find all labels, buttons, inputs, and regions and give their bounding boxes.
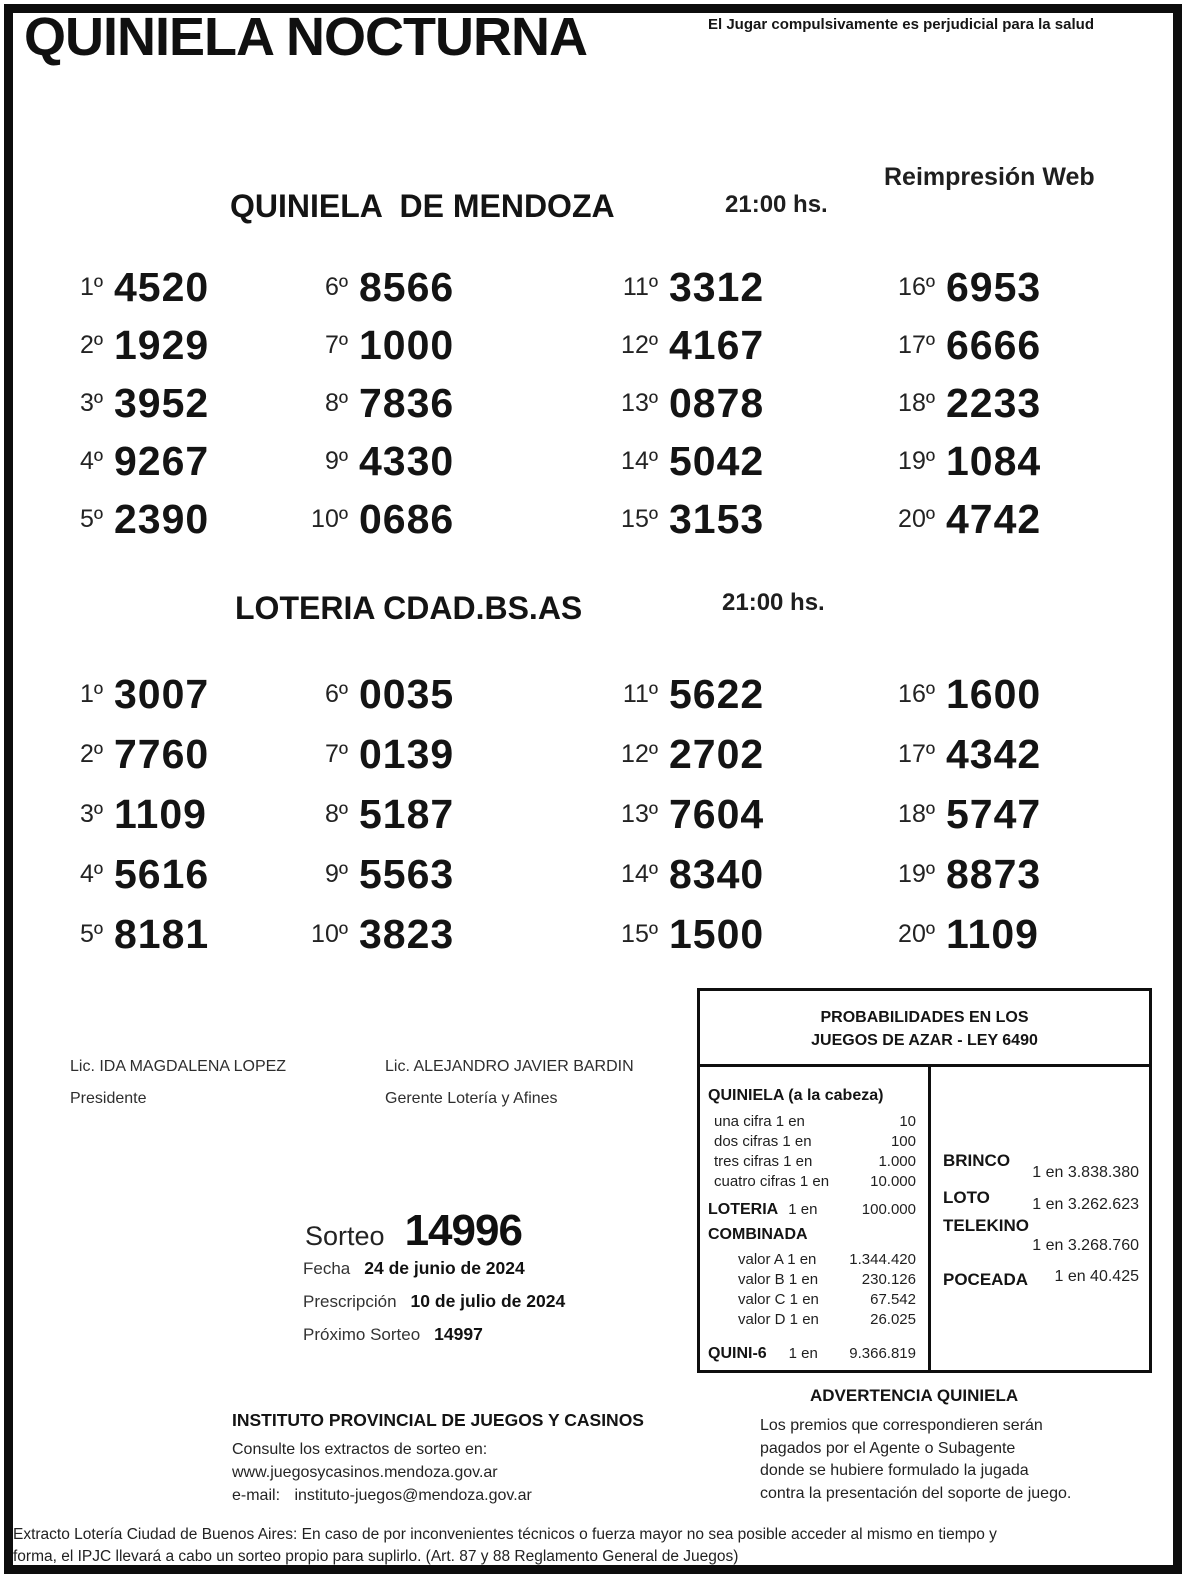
probability-value: 230.126 [861, 1271, 916, 1288]
result-number: 2233 [946, 379, 1042, 426]
reprint-label: Reimpresión Web [884, 163, 1095, 191]
result-position: 16º [898, 679, 935, 708]
bsas-section-title: LOTERIA CDAD.BS.AS [235, 590, 583, 626]
result-cell [883, 432, 1133, 490]
result-position: 18º [898, 799, 935, 828]
signature-name: Lic. ALEJANDRO JAVIER BARDIN [385, 1058, 634, 1075]
result-cell [51, 844, 296, 904]
quiniela-warning-line: Los premios que correspondieren serán [760, 1417, 1043, 1434]
result-number: 5042 [669, 437, 765, 484]
result-number: 8181 [114, 910, 210, 957]
result-position: 9º [324, 859, 348, 888]
result-number: 0139 [359, 730, 455, 777]
result-position: 20º [898, 919, 935, 948]
result-cell [606, 490, 883, 548]
mendoza-draw-time: 21:00 hs. [725, 191, 828, 218]
email-address: instituto-juegos@mendoza.gov.ar [294, 1487, 532, 1504]
probability-value: 10 [899, 1113, 916, 1130]
page-title: QUINIELA NOCTURNA [24, 7, 587, 67]
result-cell [606, 724, 883, 784]
result-number: 5747 [946, 790, 1042, 837]
probabilities-title-line2: JUEGOS DE AZAR - LEY 6490 [811, 1032, 1038, 1049]
quiniela-warning-block [752, 1386, 1158, 1505]
result-position: 15º [621, 504, 658, 533]
result-number: 7836 [359, 379, 455, 426]
probability-label: valor C 1 en [738, 1291, 819, 1308]
result-position: 12º [621, 739, 658, 768]
probability-label: valor D 1 en [738, 1311, 819, 1328]
result-cell [51, 904, 296, 964]
result-number: 2702 [669, 730, 765, 777]
probability-value: 67.542 [870, 1291, 916, 1308]
result-cell [296, 784, 606, 844]
draw-date-row [303, 1258, 565, 1279]
result-position: 6º [324, 272, 348, 301]
result-position: 12º [621, 330, 658, 359]
result-number: 6666 [946, 321, 1042, 368]
draw-number-block [305, 1206, 522, 1256]
result-number: 3153 [669, 495, 765, 542]
result-cell [883, 904, 1133, 964]
result-position: 8º [324, 388, 348, 417]
institute-info-line: www.juegosycasinos.mendoza.gov.ar [232, 1464, 498, 1481]
bsas-draw-time: 21:00 hs. [722, 589, 825, 616]
result-position: 13º [621, 799, 658, 828]
result-position: 18º [898, 388, 935, 417]
result-cell [296, 258, 606, 316]
result-position: 10º [311, 919, 348, 948]
probability-label: valor B 1 en [738, 1271, 819, 1288]
result-number: 0878 [669, 379, 765, 426]
result-number: 1000 [359, 321, 455, 368]
draw-details [303, 1258, 565, 1357]
probabilities-left-column [700, 1067, 931, 1370]
footer-note [13, 1524, 1168, 1568]
result-cell [51, 784, 296, 844]
result-cell [51, 374, 296, 432]
probabilities-box [697, 988, 1152, 1373]
probabilities-right-column [931, 1067, 1149, 1370]
result-position: 7º [324, 739, 348, 768]
result-position: 9º [324, 446, 348, 475]
result-position: 1º [79, 272, 103, 301]
result-position: 2º [79, 330, 103, 359]
mendoza-section-title: QUINIELA DE MENDOZA [230, 188, 615, 224]
institute-title: INSTITUTO PROVINCIAL DE JUEGOS Y CASINOS [232, 1410, 644, 1430]
poceada-odds-label: POCEADA [943, 1270, 1029, 1289]
result-number: 3312 [669, 263, 765, 310]
probability-row [708, 1112, 916, 1132]
result-cell [51, 490, 296, 548]
probability-value: 100 [890, 1133, 916, 1150]
result-position: 17º [898, 739, 935, 768]
result-position: 4º [79, 446, 103, 475]
result-number: 7604 [669, 790, 765, 837]
result-number: 8873 [946, 850, 1042, 897]
draw-date-label: Fecha [303, 1259, 351, 1278]
probabilities-title [700, 991, 1149, 1067]
result-cell [883, 374, 1133, 432]
result-position: 20º [898, 504, 935, 533]
draw-prescription-label: Prescripción [303, 1292, 397, 1311]
result-position: 14º [621, 446, 658, 475]
result-cell [606, 784, 883, 844]
result-cell [606, 374, 883, 432]
loteria-odds-mid: 1 en [788, 1201, 818, 1218]
result-cell [883, 490, 1133, 548]
result-cell [883, 664, 1133, 724]
result-position: 6º [324, 679, 348, 708]
result-position: 15º [621, 919, 658, 948]
result-position: 10º [311, 504, 348, 533]
loteria-odds-value: 100.000 [861, 1201, 916, 1218]
probability-row [708, 1310, 916, 1330]
quini6-odds-label: QUINI-6 [708, 1345, 767, 1362]
result-number: 1109 [946, 910, 1039, 957]
signature-role: Gerente Lotería y Afines [385, 1090, 558, 1107]
result-cell [606, 844, 883, 904]
result-position: 19º [898, 446, 935, 475]
result-position: 5º [79, 919, 103, 948]
footer-note-line: forma, el IPJC llevará a cabo un sorteo propio para suplirlo. (Art. 87 y 88 Reglamento General de Juegos) [13, 1548, 739, 1565]
result-number: 3823 [359, 910, 455, 957]
probability-value: 1.000 [878, 1153, 916, 1170]
probability-value: 1.344.420 [849, 1251, 916, 1268]
result-number: 0035 [359, 670, 455, 717]
result-number: 8340 [669, 850, 765, 897]
result-cell [296, 316, 606, 374]
combinada-odds-rows [708, 1250, 916, 1330]
probability-label: cuatro cifras 1 en [714, 1173, 830, 1190]
probability-value: 26.025 [870, 1311, 916, 1328]
probability-label: dos cifras 1 en [714, 1133, 812, 1150]
result-position: 19º [898, 859, 935, 888]
result-position: 16º [898, 272, 935, 301]
result-cell [51, 664, 296, 724]
next-draw-label: Próximo Sorteo [303, 1325, 421, 1344]
brinco-odds-value: 1 en 3.838.380 [1032, 1164, 1139, 1181]
result-cell [296, 432, 606, 490]
draw-label: Sorteo [305, 1221, 385, 1251]
loteria-odds-label: LOTERIA [708, 1201, 779, 1218]
signature-manager [385, 1058, 634, 1108]
result-cell [296, 664, 606, 724]
result-number: 4167 [669, 321, 765, 368]
result-cell [296, 490, 606, 548]
quiniela-warning-line: donde se hubiere formulado la jugada [760, 1462, 1029, 1479]
mendoza-results-grid [51, 258, 1133, 548]
result-position: 3º [79, 799, 103, 828]
result-number: 5622 [669, 670, 765, 717]
result-position: 13º [621, 388, 658, 417]
result-number: 1500 [669, 910, 765, 957]
result-position: 7º [324, 330, 348, 359]
draw-prescription-value: 10 de julio de 2024 [410, 1291, 566, 1311]
quini6-odds-row [708, 1345, 916, 1363]
institute-block [232, 1410, 644, 1507]
result-cell [51, 724, 296, 784]
loteria-odds-row [708, 1201, 916, 1219]
combinada-odds-header: COMBINADA [708, 1226, 808, 1243]
probability-row [708, 1172, 916, 1192]
result-number: 8566 [359, 263, 455, 310]
draw-number: 14996 [404, 1206, 522, 1255]
quiniela-odds-header: QUINIELA (a la cabeza) [708, 1087, 884, 1104]
gambling-warning-text: El Jugar compulsivamente es perjudicial para la salud [708, 16, 1094, 33]
result-cell [51, 258, 296, 316]
probability-row [708, 1270, 916, 1290]
signature-president [70, 1058, 286, 1108]
quini6-odds-mid: 1 en [788, 1345, 818, 1362]
result-cell [606, 432, 883, 490]
result-cell [296, 724, 606, 784]
telekino-odds-label: TELEKINO [943, 1216, 1029, 1235]
result-number: 3007 [114, 670, 210, 717]
quiniela-warning-line: pagados por el Agente o Subagente [760, 1439, 1016, 1457]
probabilities-title-line1: PROBABILIDADES EN LOS [820, 1009, 1029, 1026]
result-number: 7760 [114, 730, 210, 777]
result-position: 11º [622, 679, 658, 708]
result-position: 3º [79, 388, 103, 417]
probabilities-body [700, 1067, 1149, 1370]
result-number: 2390 [114, 495, 210, 542]
result-position: 5º [79, 504, 103, 533]
result-number: 1109 [114, 790, 207, 837]
telekino-odds-value: 1 en 3.268.760 [1032, 1237, 1139, 1254]
result-number: 4330 [359, 437, 455, 484]
poceada-odds-value: 1 en 40.425 [1054, 1268, 1139, 1285]
result-position: 4º [79, 859, 103, 888]
signature-role: Presidente [70, 1090, 147, 1107]
result-cell [51, 316, 296, 374]
result-cell [606, 664, 883, 724]
draw-date-value: 24 de junio de 2024 [364, 1258, 525, 1278]
result-cell [296, 374, 606, 432]
probability-label: tres cifras 1 en [714, 1153, 813, 1170]
result-number: 1084 [946, 437, 1042, 484]
loto-odds-value: 1 en 3.262.623 [1032, 1196, 1139, 1213]
result-cell [883, 258, 1133, 316]
result-position: 17º [898, 330, 935, 359]
loto-odds-label: LOTO [943, 1188, 990, 1207]
result-number: 5563 [359, 850, 455, 897]
quiniela-warning-line: contra la presentación del soporte de juego. [760, 1484, 1072, 1502]
result-number: 1600 [946, 670, 1042, 717]
result-cell [296, 904, 606, 964]
probability-label: una cifra 1 en [714, 1113, 805, 1130]
result-number: 4520 [114, 263, 210, 310]
result-position: 8º [324, 799, 348, 828]
result-cell [296, 844, 606, 904]
result-number: 5187 [359, 790, 455, 837]
institute-email-row [232, 1484, 644, 1507]
next-draw-row [303, 1324, 565, 1345]
result-number: 3952 [114, 379, 210, 426]
institute-info-line: Consulte los extractos de sorteo en: [232, 1441, 488, 1458]
probability-row [708, 1250, 916, 1270]
result-cell [51, 432, 296, 490]
probability-row [708, 1152, 916, 1172]
result-cell [883, 844, 1133, 904]
quiniela-warning-text [760, 1415, 1158, 1505]
result-cell [606, 258, 883, 316]
signature-name: Lic. IDA MAGDALENA LOPEZ [70, 1058, 287, 1075]
institute-info-lines [232, 1438, 644, 1484]
result-number: 0686 [359, 495, 455, 542]
brinco-odds-label: BRINCO [943, 1151, 1011, 1170]
result-position: 2º [79, 739, 103, 768]
result-position: 14º [621, 859, 658, 888]
result-cell [606, 316, 883, 374]
result-number: 1929 [114, 321, 210, 368]
quini6-odds-value: 9.366.819 [849, 1345, 916, 1362]
result-cell [883, 784, 1133, 844]
result-number: 4342 [946, 730, 1042, 777]
result-number: 9267 [114, 437, 210, 484]
result-cell [606, 904, 883, 964]
result-number: 6953 [946, 263, 1042, 310]
quiniela-warning-title: ADVERTENCIA QUINIELA [810, 1386, 1019, 1405]
quiniela-odds-rows [708, 1112, 916, 1192]
result-cell [883, 316, 1133, 374]
draw-prescription-row [303, 1291, 565, 1312]
result-position: 11º [622, 272, 658, 301]
probability-value: 10.000 [870, 1173, 916, 1190]
footer-note-line: Extracto Lotería Ciudad de Buenos Aires: En caso de por inconvenientes técnicos o fuerza mayor no sea posible acceder al mismo en tiempo y [13, 1526, 997, 1543]
probability-row [708, 1290, 916, 1310]
bsas-results-grid [51, 664, 1133, 964]
result-number: 4742 [946, 495, 1042, 542]
probability-label: valor A 1 en [738, 1251, 817, 1268]
result-number: 5616 [114, 850, 210, 897]
probability-row [708, 1132, 916, 1152]
next-draw-value: 14997 [434, 1324, 483, 1344]
email-label: e-mail: [232, 1487, 281, 1504]
result-cell [883, 724, 1133, 784]
result-position: 1º [79, 679, 103, 708]
